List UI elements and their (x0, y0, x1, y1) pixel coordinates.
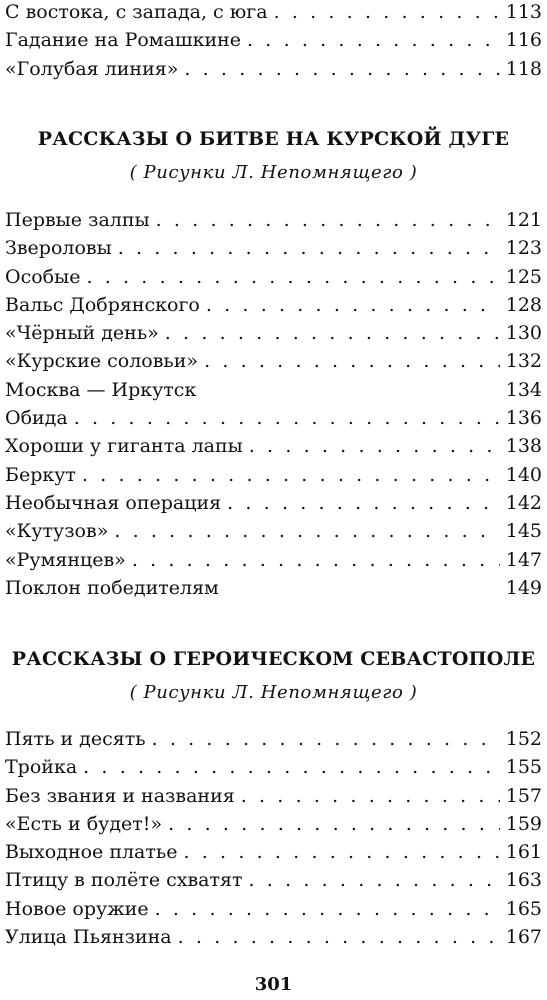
toc-entry-title: «Кутузов» (5, 517, 114, 545)
toc-entry-title: С востока, с запада, с юга (5, 0, 274, 26)
toc-entry (5, 234, 542, 262)
toc-entry-page: 161 (500, 838, 542, 866)
toc-dot-leader (156, 206, 500, 234)
toc-entry-title: «Курские соловьи» (5, 347, 204, 375)
toc-entry-title: Необычная операция (5, 489, 227, 517)
toc-entry (5, 0, 542, 26)
toc-entry (5, 546, 542, 574)
toc-entry-title: Обида (5, 404, 74, 432)
toc-entry (5, 923, 542, 951)
toc-dot-leader (74, 404, 500, 432)
toc-dot-leader (183, 838, 499, 866)
toc-entry-title: «Голубая линия» (5, 55, 184, 83)
toc-entry (5, 753, 542, 781)
toc-entry (5, 810, 542, 838)
toc-entry-page: 132 (500, 347, 542, 375)
toc-entry-page: 155 (500, 753, 542, 781)
toc-entry (5, 489, 542, 517)
toc-dot-leader (83, 753, 500, 781)
toc-entry-page: 123 (500, 234, 542, 262)
toc-dot-leader (82, 461, 500, 489)
toc-entry-page: 116 (500, 26, 542, 54)
toc-dot-leader (247, 26, 500, 54)
toc-entry (5, 432, 542, 460)
toc-dot-leader (118, 234, 500, 262)
toc-entry-title: Птицу в полёте схватят (5, 866, 249, 894)
toc-entry (5, 517, 542, 545)
toc-entry (5, 782, 542, 810)
toc-entry-page: 165 (500, 895, 542, 923)
toc-dot-leader (132, 546, 500, 574)
toc-entry (5, 838, 542, 866)
page-number: 301 (254, 974, 293, 995)
toc-entry (5, 895, 542, 923)
toc-entry-title: Беркут (5, 461, 82, 489)
toc-list-kursk (5, 206, 542, 602)
toc-entry (5, 263, 542, 291)
toc-entry (5, 461, 542, 489)
toc-entry-title: Поклон победителям (5, 574, 225, 602)
toc-entry-title: Без звания и названия (5, 782, 241, 810)
toc-entry (5, 55, 542, 83)
toc-dot-leader (227, 489, 500, 517)
toc-entry-page: 157 (500, 782, 542, 810)
toc-dot-leader (152, 725, 500, 753)
toc-entry-page: 121 (500, 206, 542, 234)
toc-entry-title: Первые залпы (5, 206, 156, 234)
toc-entry-title: «Румянцев» (5, 546, 132, 574)
toc-entry (5, 26, 542, 54)
toc-entry (5, 866, 542, 894)
toc-entry-page: 145 (500, 517, 542, 545)
toc-entry (5, 206, 542, 234)
toc-entry-title: Хороши у гиганта лапы (5, 432, 249, 460)
toc-dot-leader (249, 432, 500, 460)
toc-entry-page: 113 (500, 0, 542, 26)
toc-dot-leader (206, 291, 500, 319)
toc-entry-page: 118 (500, 55, 542, 83)
toc-entry-title: Особые (5, 263, 86, 291)
toc-entry-title: «Есть и будет!» (5, 810, 168, 838)
toc-dot-leader (204, 347, 500, 375)
toc-dot-leader (178, 923, 500, 951)
section-subheading: ( Рисунки Л. Непомнящего ) (129, 682, 418, 703)
toc-dot-leader (241, 782, 500, 810)
toc-entry-title: Гадание на Ромашкине (5, 26, 247, 54)
toc-entry-title: Москва — Иркутск (5, 376, 202, 404)
toc-entry-page: 167 (500, 923, 542, 951)
toc-entry (5, 574, 542, 602)
toc-entry-page: 138 (500, 432, 542, 460)
toc-dot-leader (86, 263, 499, 291)
toc-dot-leader (184, 55, 499, 83)
toc-entry-page: 140 (500, 461, 542, 489)
section-subheading: ( Рисунки Л. Непомнящего ) (129, 162, 418, 183)
toc-entry-page: 134 (500, 376, 542, 404)
toc-entry-page: 125 (500, 263, 542, 291)
toc-entry-title: Новое оружие (5, 895, 155, 923)
toc-entry-page: 159 (500, 810, 542, 838)
toc-dot-leader (168, 810, 500, 838)
toc-dot-leader (274, 0, 500, 26)
toc-entry-page: 163 (500, 866, 542, 894)
toc-entry-page: 136 (500, 404, 542, 432)
toc-entry (5, 725, 542, 753)
toc-entry-title: Улица Пьянзина (5, 923, 178, 951)
section-heading: РАССКАЗЫ О ГЕРОИЧЕСКОМ СЕВАСТОПОЛЕ (11, 648, 536, 670)
toc-entry (5, 319, 542, 347)
toc-entry (5, 291, 542, 319)
toc-dot-leader (155, 895, 500, 923)
toc-entry-title: Вальс Добрянского (5, 291, 206, 319)
toc-dot-leader (249, 866, 500, 894)
toc-dot-leader (114, 517, 499, 545)
toc-entry-page: 147 (500, 546, 542, 574)
toc-entry (5, 347, 542, 375)
toc-list-sevastopol (5, 725, 542, 951)
section-heading: РАССКАЗЫ О БИТВЕ НА КУРСКОЙ ДУГЕ (37, 128, 510, 150)
toc-entry-title: «Чёрный день» (5, 319, 165, 347)
toc-entry (5, 404, 542, 432)
toc-entry-title: Выходное платье (5, 838, 183, 866)
toc-entry-page: 128 (500, 291, 542, 319)
toc-entry-page: 142 (500, 489, 542, 517)
toc-entry-title: Пять и десять (5, 725, 152, 753)
toc-dot-leader (165, 319, 500, 347)
toc-entry-title: Тройка (5, 753, 83, 781)
toc-list-continued (5, 0, 542, 83)
toc-entry-page: 130 (500, 319, 542, 347)
toc-entry-page: 152 (500, 725, 542, 753)
toc-entry-page: 149 (500, 574, 542, 602)
toc-entry-title: Звероловы (5, 234, 118, 262)
toc-entry (5, 376, 542, 404)
